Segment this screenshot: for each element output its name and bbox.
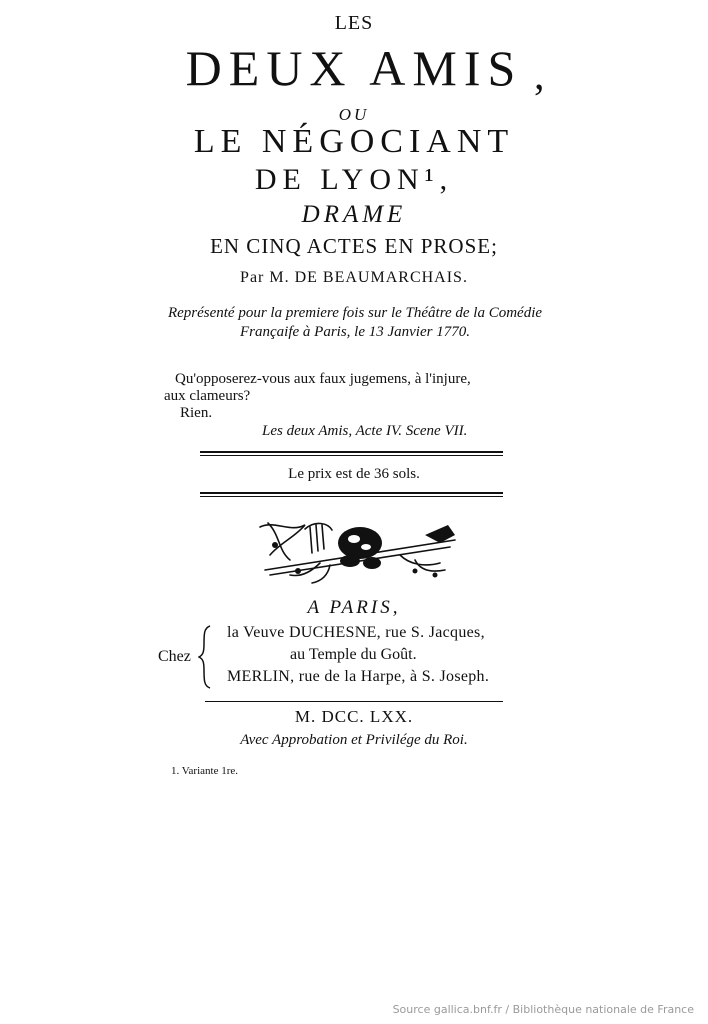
epigraph-line-1: Qu'opposerez-vous aux faux jugemens, à l'injure, [175,371,471,387]
representation-note: Représenté pour la premiere fois sur le Théâtre de la Comédie Françaife à Paris, le 13 Janvier 1770. [167,305,543,340]
divider-top [200,451,503,453]
publication-year: M. DCC. LXX. [294,707,414,726]
epigraph-citation: Les deux Amis, Acte IV. Scene VII. [262,423,468,439]
divider-imprint [205,701,503,702]
divider-top-thin [200,455,503,456]
publisher-line-1: la Veuve DUCHESNE, rue S. Jacques, [227,624,485,641]
publisher-line-3: MERLIN, rue de la Harpe, à S. Joseph. [227,668,490,685]
price-line: Le prix est de 36 sols. [288,466,420,482]
main-title-comma: , [534,53,545,99]
epigraph-line-3: Rien. [180,405,213,421]
epigraph-line-2: aux clameurs? [164,388,251,404]
publisher-line-2: au Temple du Goût. [290,646,417,663]
curly-brace-icon [198,624,214,690]
subtitle-line-1: LE NÉGOCIANT [193,123,515,160]
subtitle-line-2: DE LYON¹, [254,163,454,196]
author-line: Par M. DE BEAUMARCHAIS. [240,269,468,286]
title-les: LES [334,12,374,34]
divider-bottom [200,492,503,494]
imprint-chez: Chez [158,648,191,665]
imprint-city: A PARIS, [307,597,401,618]
footnote: 1. Variante 1re. [171,765,238,777]
divider-bottom-thin [200,496,503,497]
genre-label: DRAME [301,201,407,228]
acts-label: EN CINQ ACTES EN PROSE; [210,234,498,258]
source-credit: Source gallica.bnf.fr / Bibliothèque nationale de France [392,1003,694,1016]
main-title: DEUX AMIS [185,40,523,96]
title-ou: OU [338,105,370,124]
approbation-line: Avec Approbation et Privilége du Roi. [240,732,468,748]
trophy-ornament-icon [250,515,470,585]
